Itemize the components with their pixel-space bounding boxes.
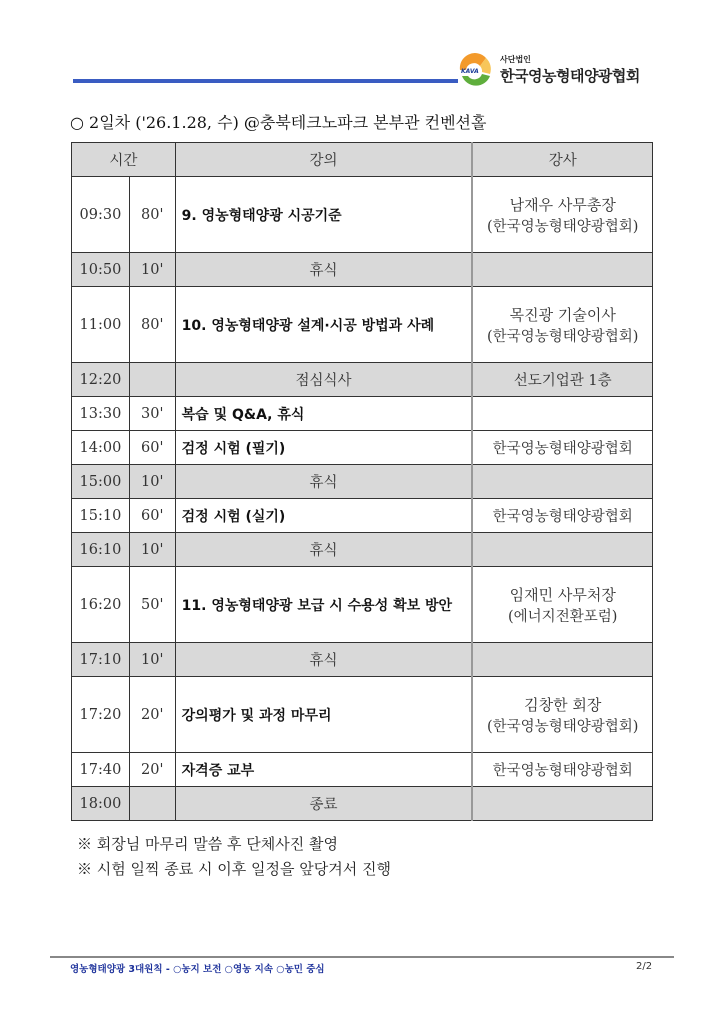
row-speaker <box>472 177 652 253</box>
table-row <box>72 533 653 567</box>
row-duration: 60' <box>129 431 175 465</box>
row-lecture <box>175 397 472 431</box>
speaker-name: 김창한 회장 <box>524 695 602 714</box>
row-lecture <box>175 753 472 787</box>
row-speaker <box>472 253 652 287</box>
row-speaker: 선도기업관 1층 <box>472 363 652 397</box>
row-time: 17:20 <box>72 677 130 753</box>
lecture-title: 복습 및 Q&A, 휴식 <box>181 406 305 423</box>
row-speaker: 한국영농형태양광협회 <box>472 499 652 533</box>
row-duration <box>129 363 175 397</box>
table-row <box>72 753 653 787</box>
notes <box>77 832 391 882</box>
row-duration: 80' <box>129 287 175 363</box>
table-header-row <box>72 143 653 177</box>
footer-slogan: 영농형태양광 3대원칙 - ○농지 보전 ○영농 지속 ○농민 중심 <box>70 964 325 975</box>
table-row <box>72 499 653 533</box>
table-row <box>72 787 653 821</box>
row-lecture: 휴식 <box>175 253 472 287</box>
note-item: ※ 시험 일찍 종료 시 이후 일정을 앞당겨서 진행 <box>77 860 391 878</box>
row-duration: 20' <box>129 677 175 753</box>
row-speaker <box>472 533 652 567</box>
row-time: 11:00 <box>72 287 130 363</box>
speaker-org: (한국영농형태양광협회) <box>487 218 639 235</box>
row-speaker <box>472 787 652 821</box>
row-time: 15:00 <box>72 465 130 499</box>
row-lecture: 종료 <box>175 787 472 821</box>
speaker-org: (한국영농형태양광협회) <box>487 718 639 735</box>
row-time: 17:40 <box>72 753 130 787</box>
row-speaker <box>472 677 652 753</box>
table-row <box>72 643 653 677</box>
page-number: 2/2 <box>636 961 653 972</box>
footer-divider <box>50 956 674 958</box>
schedule-table <box>71 142 653 821</box>
row-speaker: 한국영농형태양광협회 <box>472 753 652 787</box>
row-duration <box>129 787 175 821</box>
lecture-title: 자격증 교부 <box>181 762 255 779</box>
row-lecture <box>175 567 472 643</box>
row-duration: 20' <box>129 753 175 787</box>
row-time: 10:50 <box>72 253 130 287</box>
row-time: 17:10 <box>72 643 130 677</box>
row-speaker <box>472 287 652 363</box>
speaker-name: 임재민 사무처장 <box>509 585 616 604</box>
lecture-title: 11. 영농형태양광 보급 시 수용성 확보 방안 <box>181 597 453 614</box>
speaker-name: 목진광 기술이사 <box>509 305 616 324</box>
header-time: 시간 <box>72 143 176 177</box>
table-row <box>72 567 653 643</box>
row-duration: 80' <box>129 177 175 253</box>
row-lecture <box>175 499 472 533</box>
note-item: ※ 회장님 마무리 말씀 후 단체사진 촬영 <box>77 835 338 853</box>
speaker-org: (한국영농형태양광협회) <box>487 328 639 345</box>
row-duration: 10' <box>129 533 175 567</box>
row-time: 18:00 <box>72 787 130 821</box>
speaker-name: 남재우 사무총장 <box>509 195 616 214</box>
row-duration: 10' <box>129 465 175 499</box>
row-duration: 10' <box>129 643 175 677</box>
row-lecture: 휴식 <box>175 465 472 499</box>
row-speaker <box>472 397 652 431</box>
row-duration: 30' <box>129 397 175 431</box>
row-time: 09:30 <box>72 177 130 253</box>
lecture-title: 10. 영농형태양광 설계·시공 방법과 사례 <box>181 317 435 334</box>
kava-logo-icon <box>456 52 494 88</box>
lecture-title: 9. 영농형태양광 시공기준 <box>181 207 342 224</box>
table-row <box>72 397 653 431</box>
row-lecture <box>175 287 472 363</box>
association-logo <box>456 50 676 90</box>
table-row <box>72 287 653 363</box>
row-time: 15:10 <box>72 499 130 533</box>
table-row <box>72 177 653 253</box>
row-duration: 60' <box>129 499 175 533</box>
row-speaker <box>472 465 652 499</box>
row-lecture <box>175 431 472 465</box>
row-time: 16:20 <box>72 567 130 643</box>
row-duration: 50' <box>129 567 175 643</box>
header-speaker: 강사 <box>472 143 652 177</box>
header-accent-line <box>73 79 458 83</box>
table-row <box>72 363 653 397</box>
row-lecture: 점심식사 <box>175 363 472 397</box>
table-row <box>72 677 653 753</box>
section-title: ○ 2일차 ('26.1.28, 수) @충북테크노파크 본부관 컨벤션홀 <box>70 113 487 132</box>
row-time: 16:10 <box>72 533 130 567</box>
logo-subtitle: 사단법인 <box>500 55 531 64</box>
table-row <box>72 253 653 287</box>
table-row <box>72 465 653 499</box>
row-lecture: 휴식 <box>175 643 472 677</box>
header-lecture: 강의 <box>175 143 472 177</box>
row-lecture <box>175 177 472 253</box>
lecture-title: 검정 시험 (필기) <box>181 440 286 457</box>
row-lecture: 휴식 <box>175 533 472 567</box>
row-lecture <box>175 677 472 753</box>
row-duration: 10' <box>129 253 175 287</box>
row-time: 14:00 <box>72 431 130 465</box>
row-speaker <box>472 643 652 677</box>
row-time: 13:30 <box>72 397 130 431</box>
row-speaker: 한국영농형태양광협회 <box>472 431 652 465</box>
row-time: 12:20 <box>72 363 130 397</box>
table-row <box>72 431 653 465</box>
row-speaker <box>472 567 652 643</box>
logo-name: 한국영농형태양광협회 <box>500 67 640 85</box>
svg-text:KAVA: KAVA <box>461 68 479 75</box>
lecture-title: 강의평가 및 과정 마무리 <box>181 707 332 724</box>
lecture-title: 검정 시험 (실기) <box>181 508 286 525</box>
speaker-org: (에너지전환포럼) <box>508 608 618 625</box>
